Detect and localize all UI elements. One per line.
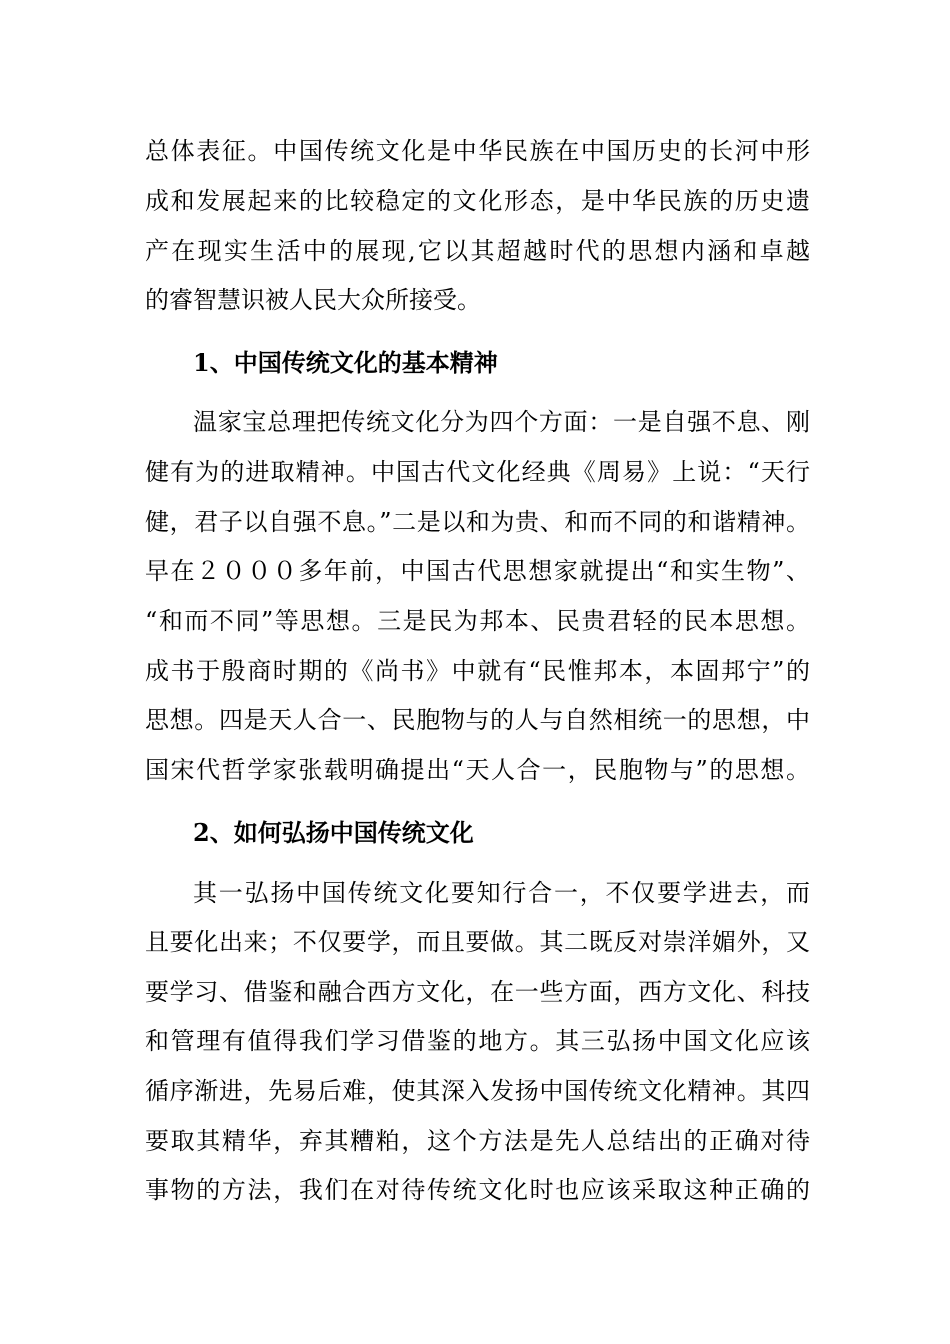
paragraph-1-line: 的睿智慧识被人民大众所接受。 <box>145 286 481 314</box>
paragraph-2-line: 健，君子以自强不息。”二是以和为贵、和而不同的和谐精神。 <box>145 508 810 536</box>
paragraph-2-line: 成书于殷商时期的《尚书》中就有“民惟邦本，本固邦宁”的 <box>145 657 810 685</box>
paragraph-3-line: 其一弘扬中国传统文化要知行合一，不仅要学进去，而 <box>193 879 810 907</box>
section-heading-1: 1、中国传统文化的基本精神 <box>193 348 498 377</box>
paragraph-3-line: 要学习、借鉴和融合西方文化，在一些方面，西方文化、科技 <box>145 978 810 1006</box>
paragraph-1-line: 成和发展起来的比较稳定的文化形态，是中华民族的历史遗 <box>145 187 810 215</box>
section-heading-2: 2、如何弘扬中国传统文化 <box>193 818 474 847</box>
paragraph-1-line: 产在现实生活中的展现,它以其超越时代的思想内涵和卓越 <box>145 237 810 265</box>
paragraph-3-line: 要取其精华，弃其糟粕，这个方法是先人总结出的正确对待 <box>145 1127 810 1155</box>
paragraph-2-line: 早在２０００多年前，中国古代思想家就提出“和实生物”、 <box>145 557 810 585</box>
paragraph-3-line: 循序渐进，先易后难，使其深入发扬中国传统文化精神。其四 <box>145 1077 810 1105</box>
paragraph-3-line: 且要化出来；不仅要学，而且要做。其二既反对崇洋媚外，又 <box>145 928 810 956</box>
paragraph-2-line: “和而不同”等思想。三是民为邦本、民贵君轻的民本思想。 <box>145 607 810 635</box>
paragraph-1-line: 总体表征。中国传统文化是中华民族在中国历史的长河中形 <box>145 137 810 165</box>
paragraph-2-line: 思想。四是天人合一、民胞物与的人与自然相统一的思想，中 <box>145 706 810 734</box>
paragraph-2-line: 温家宝总理把传统文化分为四个方面：一是自强不息、刚 <box>193 408 810 436</box>
paragraph-2-line: 国宋代哲学家张载明确提出“天人合一，民胞物与”的思想。 <box>145 756 810 784</box>
paragraph-2-line: 健有为的进取精神。中国古代文化经典《周易》上说：“天行 <box>145 458 810 486</box>
paragraph-3-line: 和管理有值得我们学习借鉴的地方。其三弘扬中国文化应该 <box>145 1027 810 1055</box>
paragraph-3-line: 事物的方法，我们在对待传统文化时也应该采取这种正确的 <box>145 1176 810 1204</box>
